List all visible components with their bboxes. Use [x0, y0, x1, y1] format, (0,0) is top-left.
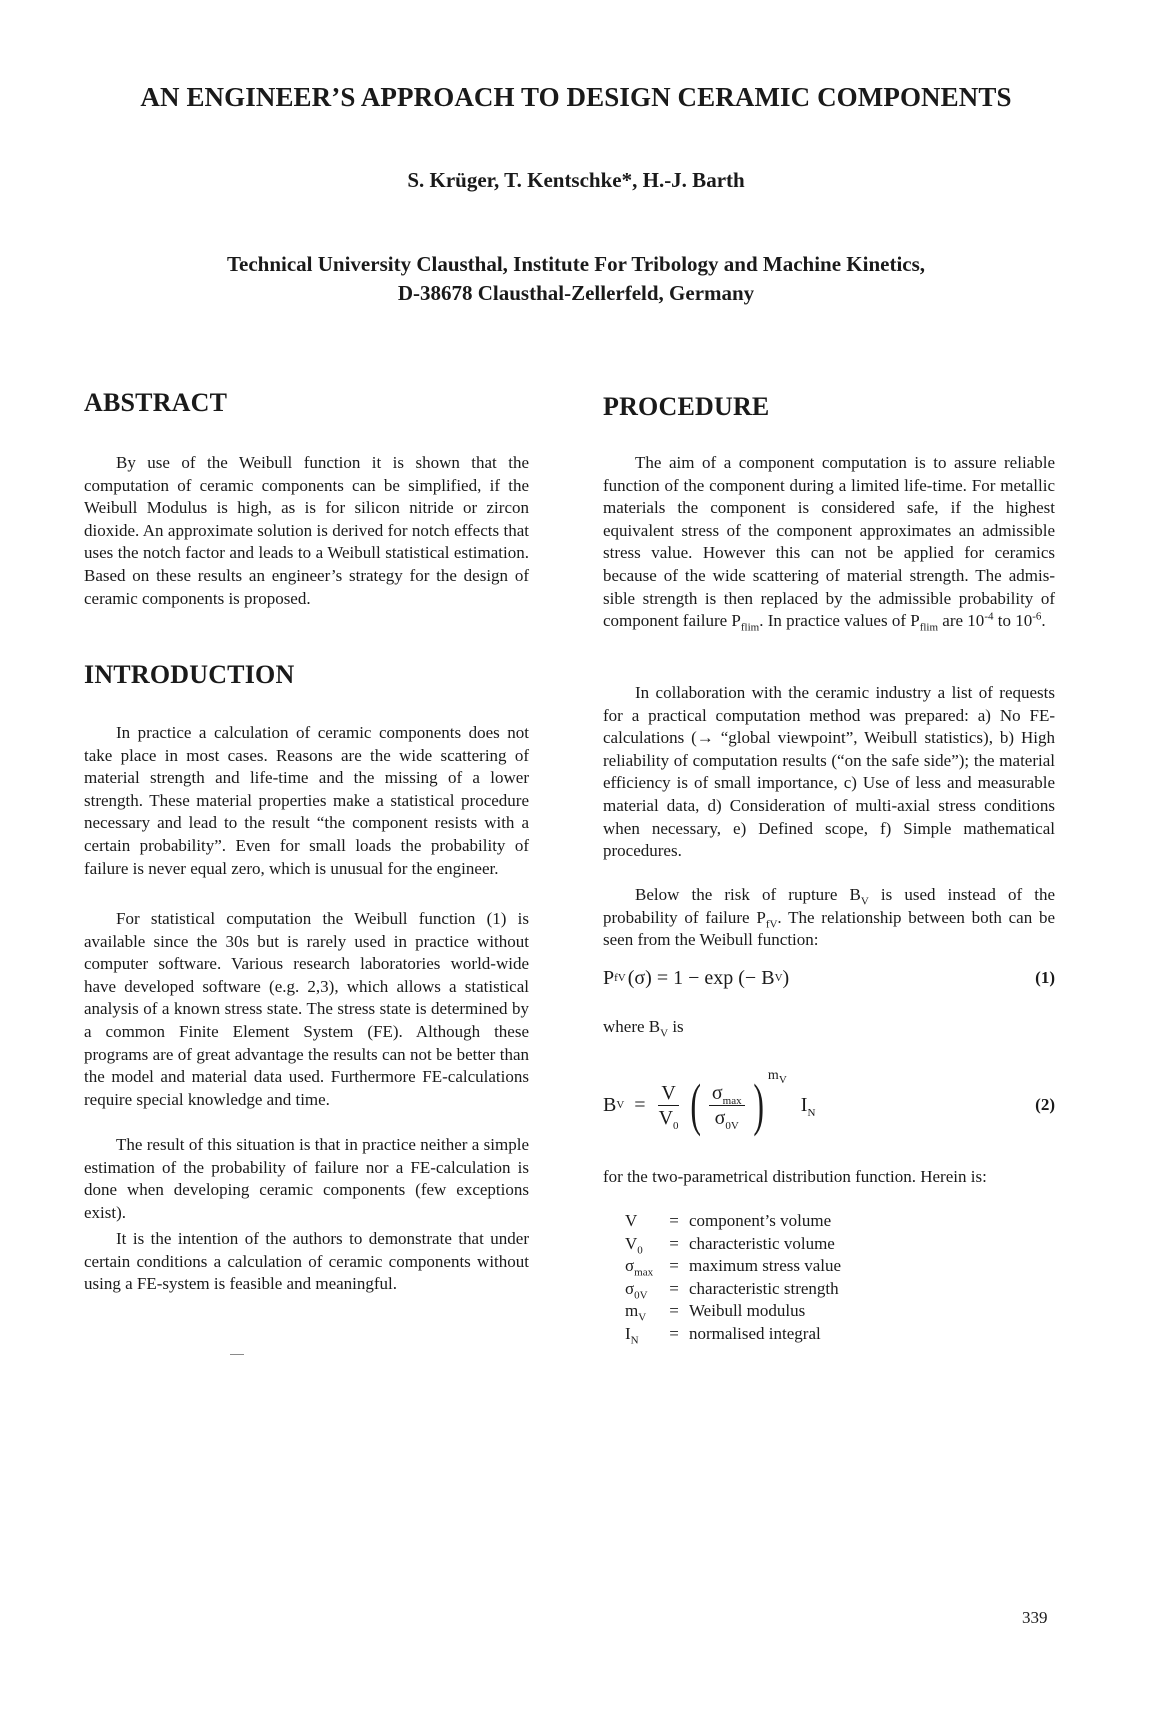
proc-p3-sub-2: fV [765, 917, 778, 930]
definition-equals: = [669, 1256, 679, 1276]
definition-symbol [625, 1323, 659, 1347]
where-sub: V [660, 1027, 669, 1040]
eq2-exp-sub: V [778, 1073, 787, 1086]
paper-title: AN ENGINEER’S APPROACH TO DESIGN CERAMIC COMPONENTS [140, 82, 1012, 112]
procedure-paragraph-3 [603, 884, 1055, 952]
definition-symbol [625, 1256, 659, 1279]
proc-p1-text-5: . [1041, 611, 1046, 631]
equation-2-number: (2) [1035, 1095, 1055, 1114]
eq2-exp-symbol: m [767, 1068, 779, 1083]
definition-symbol-base: σ [625, 1256, 635, 1276]
scan-mark [230, 1354, 244, 1355]
definition-symbol-sub: max [634, 1266, 654, 1279]
proc-p1-text-2: . In practice values of P [759, 611, 920, 631]
proc-p1-sup-1: -4 [984, 610, 994, 623]
definition-equals: = [669, 1301, 679, 1321]
eq1-lhs: P [603, 966, 615, 989]
proc-p1-text-3: are 10 [938, 611, 985, 631]
eq2-exponent [768, 1068, 787, 1084]
intro-paragraph-4: It is the intention of the authors to demonstrate that under certain conditions a calculation of ceramic components without using a FE-system is feasible and meaningful. [84, 1229, 529, 1294]
affiliation-line-2: D-38678 Clausthal-Zellerfeld, Germany [397, 281, 755, 305]
eq2-stress-denominator [712, 1106, 742, 1130]
eq2-stress-numerator [709, 1081, 745, 1106]
proc-p3-text-1: Below the risk of rupture B [635, 885, 861, 904]
proc-p1-sup-2: -6 [1032, 610, 1042, 623]
procedure-paragraph-2: In collaboration with the ceramic industry a list of requests for a practical computation method was prepared: a) No FE-calculations (→ “global viewpoint”, Weibull statistics), b) High reliability of computation results (“on the safe side”); the material efficiency is of small importance, c) Use of less and measurable material data, d) Consideration of multi-axial stress conditions when necessary, e) Defined scope, f) Simple mathematical procedures. [603, 683, 1055, 861]
eq2-inner-num-symbol: σ [711, 1081, 723, 1104]
eq2-den-sub: 0 [673, 1119, 679, 1132]
affiliation [60, 250, 1092, 308]
proc-p1-sub-1: flim [740, 621, 760, 634]
definition-symbol-sub: 0V [634, 1289, 648, 1302]
eq2-right-paren: ) [752, 1072, 764, 1137]
definition-row [625, 1300, 1045, 1323]
definition-text: Weibull modulus [689, 1301, 806, 1321]
definition-symbol [625, 1278, 659, 1302]
eq2-volume-denominator [656, 1106, 682, 1130]
definition-symbol-sub: V [638, 1311, 647, 1324]
intro-paragraph-2: For statistical computation the Weibull function (1) is available since the 30s but is rarely used in practice without computer software. Various research laboratories world-wide have developed software (e.g. 2,3), which allows a statistical analysis of a known stress state. The stress state is determined by a common Finite Element System (FE). Although these programs are of great advantage the results can not be better than the model and material data used. Furthermore FE-calculations require special knowledge and time. [84, 909, 529, 1109]
definition-symbol-base: V [625, 1233, 638, 1253]
intro-paragraph-3: The result of this situation is that in practice neither a simple estimation of the probability of failure nor a FE-calculation is done when developing ceramic components (few exceptions exist). [84, 1135, 529, 1222]
definition-text: normalised integral [689, 1323, 821, 1343]
herein-text: for the two-parametrical distribution function. Herein is: [603, 1167, 987, 1186]
definition-symbol [625, 1211, 659, 1231]
definition-row [625, 1210, 1045, 1233]
proc-p3-text-2: is used instead of the probability of failure P [603, 885, 1055, 927]
definition-symbol-base: V [625, 1211, 638, 1231]
eq1-close: ) [782, 966, 790, 989]
definition-symbol-sub: 0 [637, 1244, 643, 1257]
author-list: S. Krüger, T. Kentschke*, H.-J. Barth [407, 168, 745, 192]
definition-symbol-base: I [625, 1323, 631, 1343]
proc-p1-text-4: to 10 [993, 611, 1033, 631]
eq2-tail [801, 1094, 816, 1117]
equation-1-number: (1) [1035, 968, 1055, 987]
definition-text: characteristic strength [689, 1278, 839, 1298]
introduction-heading: INTRODUCTION [84, 660, 295, 689]
definition-text: maximum stress value [689, 1256, 842, 1276]
abstract-text: By use of the Weibull function it is shown that the computation of ceramic components can be simplified, if the Weibull Modulus is high, as is for silicon nitride or zircon dioxide. An approximate solution is derived for notch effects that uses the notch factor and leads to a Weibull statistical estimation. Based on these results an engineer’s strategy for the design of ceramic components is proposed. [84, 453, 529, 608]
where-line [603, 1016, 1055, 1039]
eq2-stress-fraction [709, 1081, 745, 1130]
definition-symbol [625, 1233, 659, 1257]
definition-symbol-base: m [625, 1301, 639, 1321]
eq2-inner-den-sub: 0V [725, 1119, 739, 1132]
eq2-den-symbol: V [658, 1106, 674, 1129]
definition-equals: = [669, 1211, 679, 1231]
abstract-heading: ABSTRACT [84, 388, 228, 417]
eq2-left-paren: ( [689, 1072, 701, 1137]
eq2-volume-numerator: V [658, 1081, 678, 1106]
eq2-volume-fraction [656, 1081, 682, 1130]
eq2-tail-symbol: I [800, 1093, 808, 1116]
eq2-equals: = [634, 1093, 646, 1116]
eq2-lhs: B [603, 1093, 617, 1116]
proc-p1-text-1: The aim of a component computation is to assure reliable function of the component during a limited life-time. For metallic materials the component is considered safe, if the highest equivalent stress of the component approximates an admissible stress value. However this can not be applied for ceramics because of the wide scattering of material strength. The admissible strength is then replaced by the admissible probability of component failure P [603, 453, 1055, 631]
definition-symbol-sub: N [630, 1334, 639, 1347]
definition-text: characteristic volume [689, 1233, 835, 1253]
definition-symbol-base: σ [625, 1278, 635, 1298]
where-text: where B [603, 1017, 661, 1036]
page-number: 339 [1022, 1608, 1048, 1627]
eq2-tail-sub: N [807, 1106, 816, 1119]
definition-symbol [625, 1301, 659, 1324]
proc-p3-text-3: . The relationship between both can be seen from the Weibull function: [603, 907, 1055, 950]
procedure-paragraph-1 [603, 452, 1055, 633]
definition-equals: = [669, 1233, 679, 1253]
definition-list [625, 1210, 1045, 1345]
proc-p1-sub-2: flim [919, 621, 939, 634]
eq1-argument: (σ) = 1 − exp (− B [627, 966, 775, 989]
definition-row [625, 1278, 1045, 1301]
definition-equals: = [669, 1278, 679, 1298]
definition-text: component’s volume [689, 1211, 832, 1231]
definition-row [625, 1323, 1045, 1346]
equation-1: P fV (σ) = 1 − exp (− B V ) (1) [603, 966, 1055, 989]
proc-p3-sub-1: V [860, 895, 869, 908]
eq2-inner-den-symbol: σ [714, 1106, 726, 1129]
intro-paragraph-1: In practice a calculation of ceramic components does not take place in most cases. Reasons are the wide scattering of material strength and life-time and the missing of a lower strength. These material properties make a statistical procedure necessary and lead to the result “the component resists with a certain probability”. Even for small loads the probability of failure is never equal zero, which is unusual for the engineer. [84, 723, 529, 878]
eq2-inner-num-sub: max [722, 1094, 742, 1107]
definition-row [625, 1233, 1045, 1256]
definition-row [625, 1255, 1045, 1278]
equation-2: B V = $\frac{V}{V_0}$ ( $\frac{\sigma_{max}}{\sigma_{0V}}$ ) $m_V$ $I_N$ (2) [603, 1068, 1055, 1137]
affiliation-line-1: Technical University Clausthal, Institute For Tribology and Machine Kinetics, [226, 252, 926, 276]
procedure-heading: PROCEDURE [603, 392, 770, 421]
where-tail: is [668, 1017, 684, 1036]
definition-equals: = [669, 1323, 679, 1343]
